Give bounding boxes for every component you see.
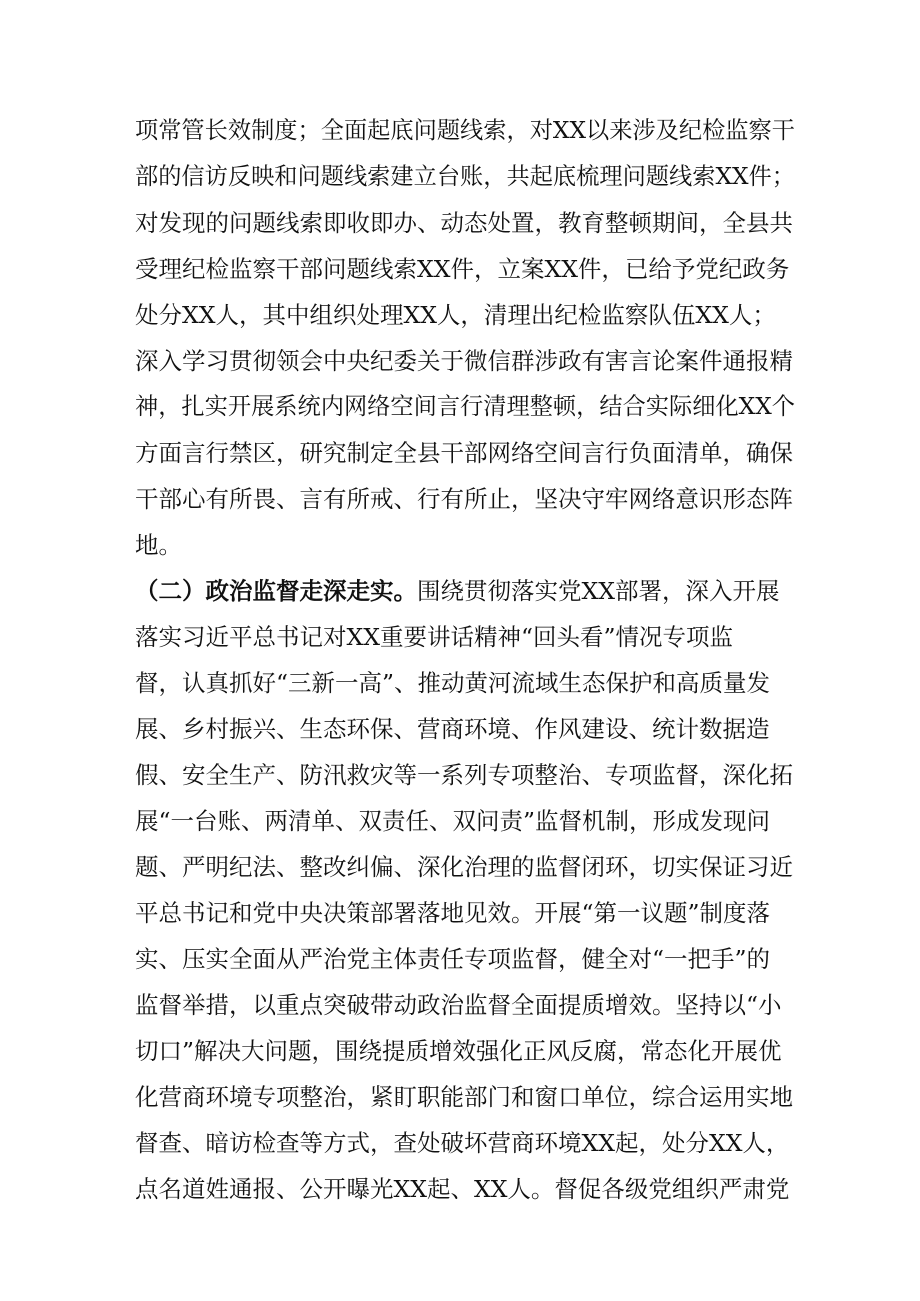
- paragraph-line: 处分XX人，其中组织处理XX人，清理出纪检监察队伍XX人；: [135, 301, 776, 329]
- paragraph-line: 对发现的问题线索即收即办、动态处置，教育整顿期间，全县共: [135, 209, 793, 237]
- section-heading: （二）政治监督走深走实。: [135, 577, 417, 605]
- paragraph-line: 展、乡村振兴、生态环保、营商环境、作风建设、统计数据造: [135, 715, 770, 743]
- paragraph-line: 方面言行禁区，研究制定全县干部网络空间言行负面清单，确保: [135, 439, 793, 467]
- paragraph-line: 平总书记和党中央决策部署落地见效。开展“第一议题”制度落: [135, 899, 771, 927]
- paragraph-line: 点名道姓通报、公开曝光XX起、XX人。督促各级党组织严肃党: [135, 1175, 790, 1203]
- paragraph-line: 项常管长效制度；全面起底问题线索，对XX以来涉及纪检监察干: [135, 117, 795, 144]
- section-heading-line: [135, 568, 779, 614]
- paragraph-line: 落实习近平总书记对XX重要讲话精神“回头看”情况专项监: [135, 623, 733, 651]
- paragraph-line: 神，扎实开展系统内网络空间言行清理整顿，结合实际细化XX个: [135, 393, 795, 420]
- paragraph-line: 题、严明纪法、整改纠偏、深化治理的监督闭环，切实保证习近: [135, 853, 793, 881]
- paragraph-line: 督，认真抓好“三新一高”、推动黄河流域生态保护和高质量发: [135, 669, 771, 697]
- paragraph-line: 干部心有所畏、言有所戒、行有所止，坚决守牢网络意识形态阵: [135, 485, 793, 513]
- paragraph-line: 地。: [135, 531, 182, 559]
- paragraph-line: 展“一台账、两清单、双责任、双问责”监督机制，形成发现问: [135, 807, 771, 835]
- paragraph-line: 实、压实全面从严治党主体责任专项监督，健全对“一把手”的: [135, 945, 771, 973]
- paragraph-line: 部的信访反映和问题线索建立台账，共起底梳理问题线索XX件；: [135, 163, 795, 190]
- paragraph-line: 受理纪检监察干部问题线索XX件，立案XX件，已给予党纪政务: [135, 255, 790, 283]
- paragraph-line: 督查、暗访检查等方式，查处破坏营商环境XX起，处分XX人，: [135, 1129, 790, 1157]
- paragraph-line: 切口”解决大问题，围绕提质增效强化正风反腐，常态化开展优: [135, 1037, 782, 1065]
- paragraph-line: 深入学习贯彻领会中央纪委关于微信群涉政有害言论案件通报精: [135, 347, 793, 375]
- paragraph-line: 化营商环境专项整治，紧盯职能部门和窗口单位，综合运用实地: [135, 1083, 793, 1111]
- paragraph-line: 假、安全生产、防汛救灾等一系列专项整治、专项监督，深化拓: [135, 761, 793, 789]
- section-heading-rest: 围绕贯彻落实党XX部署，深入开展: [417, 577, 780, 605]
- paragraph-line: 监督举措，以重点突破带动政治监督全面提质增效。坚持以“小: [135, 991, 782, 1019]
